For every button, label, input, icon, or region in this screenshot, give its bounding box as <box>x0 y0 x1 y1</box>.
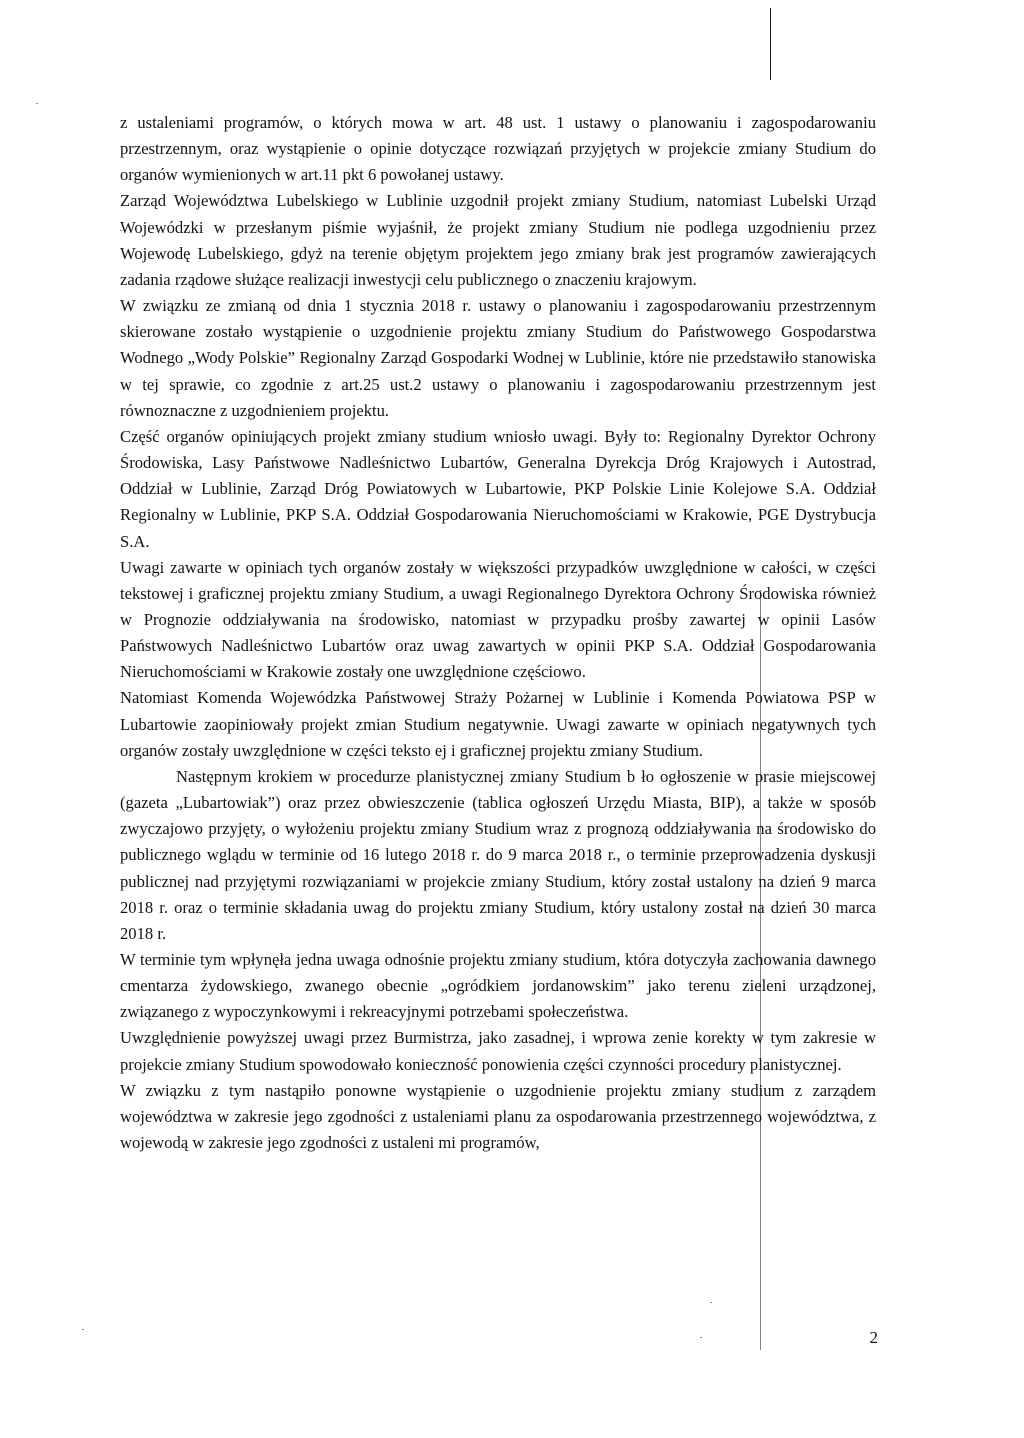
paragraph: Uwagi zawarte w opiniach tych organów zostały w większości przypadków uwzględnione w całości, w części tekstowej i graficznej projektu zmiany Studium, a uwagi Regionalnego Dyrektora Ochrony Środowiska również w Prognozie oddziaływania na środowisko, natomiast w przypadku prośby zawartej w opinii Lasów Państwowych Nadleśnictwo Lubartów oraz uwag zawartych w opinii PKP S.A. Oddział Gospodarowania Nieruchomościami w Krakowie zostały one uwzględnione częściowo. <box>120 557 876 682</box>
paragraph: Natomiast Komenda Wojewódzka Państwowej Straży Pożarnej w Lublinie i Komenda Powiatowa PSP w Lubartowie zaopiniowały projekt zmian Studium negatywnie. Uwagi zawarte w opiniach negatywnych tych organów zostały uwzględnione w części teksto ej i graficznej projektu zmiany Studium. <box>120 688 876 760</box>
scan-speck <box>82 1329 84 1330</box>
paragraph: Uwzględnienie powyższej uwagi przez Burmistrza, jako zasadnej, i wprowa zenie korekty w tym zakresie w projekcie zmiany Studium spowodowało konieczność ponowienia części czynności procedury planistycznej. <box>120 1028 876 1074</box>
paragraph: W związku ze zmianą od dnia 1 stycznia 2018 r. ustawy o planowaniu i zagospodarowaniu przestrzennym skierowane zostało wystąpienie o uzgodnienie projektu zmiany Studium do Państwowego Gospodarstwa Wodnego „Wody Polskie” Regionalny Zarząd Gospodarki Wodnej w Lublinie, które nie przedstawiło stanowiska w tej sprawie, co zgodnie z art.25 ust.2 ustawy o planowaniu i zagospodarowaniu przestrzennym jest równoznaczne z uzgodnieniem projektu. <box>120 296 876 420</box>
scan-speck <box>700 1337 702 1338</box>
paragraph: Zarząd Województwa Lubelskiego w Lublinie uzgodnił projekt zmiany Studium, natomiast Lubelski Urząd Wojewódzki w przesłanym piśmie wyjaśnił, że projekt zmiany Studium nie podlega uzgodnieniu przez Wojewodę Lubelskiego, gdyż na terenie objętym projektem jego zmiany brak jest programów zawierających zadania rządowe służące realizacji inwestycji celu publicznego o znaczeniu krajowym. <box>120 191 876 289</box>
scan-artifact-line <box>770 8 771 80</box>
paragraph: Następnym krokiem w procedurze planistycznej zmiany Studium b ło ogłoszenie w prasie miejscowej (gazeta „Lubartowiak”) oraz przez obwieszczenie (tablica ogłoszeń Urzędu Miasta, BIP), a także w sposób zwyczajowo przyjęty, o wyłożeniu projektu zmiany Studium wraz z prognozą oddziaływania na środowisko do publicznego wglądu w terminie od 16 lutego 2018 r. do 9 marca 2018 r., o terminie przeprowadzenia dyskusji publicznej nad przyjętymi rozwiązaniami w projekcie zmiany Studium, który został ustalony na dzień 9 marca 2018 r. oraz o terminie składania uwag do projektu zmiany Studium, który ustalony został na dzień 30 marca 2018 r. <box>120 766 876 943</box>
page-number: 2 <box>869 1328 878 1347</box>
scan-speck <box>36 103 38 104</box>
paragraph: W terminie tym wpłynęła jedna uwaga odnośnie projektu zmiany studium, która dotyczyła zachowania dawnego cmentarza żydowskiego, zwanego obecnie „ogródkiem jordanowskim” jako terenu zieleni urządzonej, związanego z wypoczynkowymi i rekreacyjnymi potrzebami społeczeństwa. <box>120 950 876 1022</box>
paragraph: Część organów opiniujących projekt zmiany studium wniosło uwagi. Były to: Regionalny Dyrektor Ochrony Środowiska, Lasy Państwowe Nadleśnictwo Lubartów, Generalna Dyrekcja Dróg Krajowych i Autostrad, Oddział w Lublinie, Zarząd Dróg Powiatowych w Lubartowie, PKP Polskie Linie Kolejowe S.A. Oddział Regionalny w Lublinie, PKP S.A. Oddział Gospodarowania Nieruchomościami w Krakowie, PGE Dystrybucja S.A. <box>120 426 876 551</box>
document-body <box>120 110 876 1156</box>
paragraph: z ustaleniami programów, o których mowa w art. 48 ust. 1 ustawy o planowaniu i zagospodarowaniu przestrzennym, oraz wystąpienie o opinie dotyczące rozwiązań przyjętych w projekcie zmiany Studium do organów wymienionych w art.11 pkt 6 powołanej ustawy. <box>120 113 876 185</box>
scan-speck <box>710 1302 712 1303</box>
paragraph: W związku z tym nastąpiło ponowne wystąpienie o uzgodnienie projektu zmiany studium z zarządem województwa w zakresie jego zgodności z ustaleniami planu za ospodarowania przestrzennego województwa, z wojewodą w zakresie jego zgodności z ustaleni mi programów, <box>120 1080 876 1153</box>
